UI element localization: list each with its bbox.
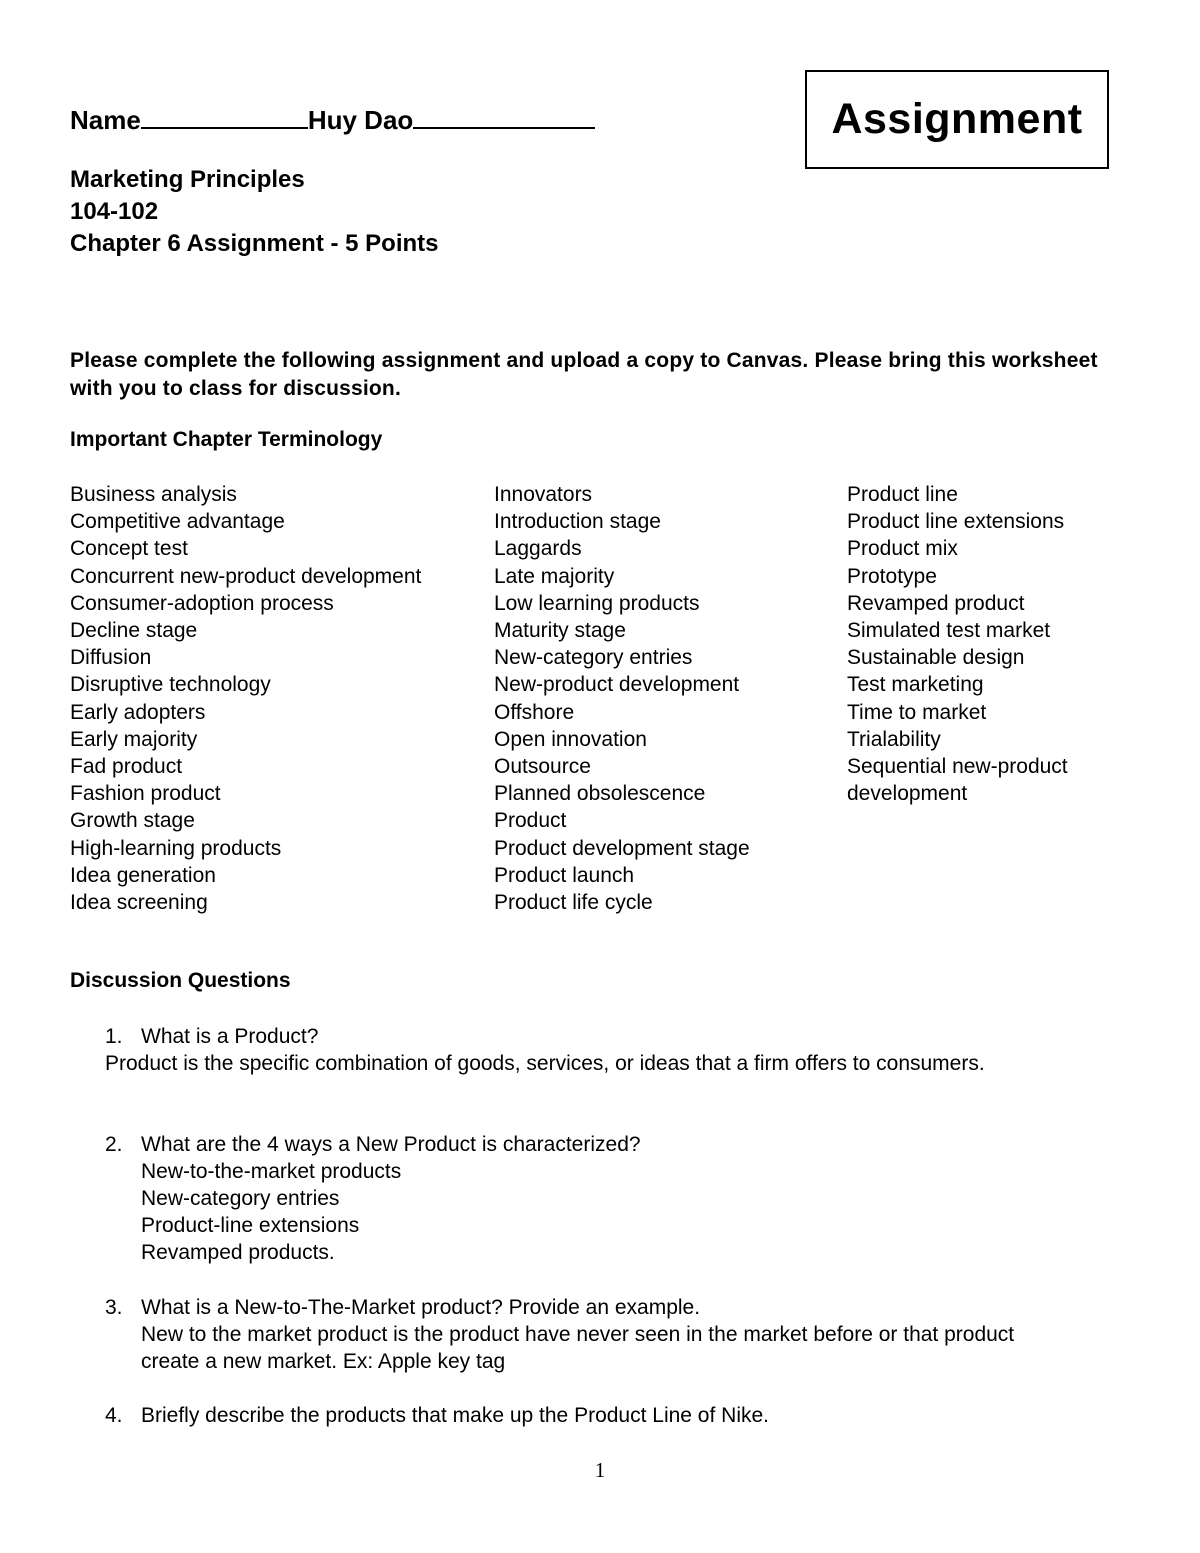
- question-number: 1.: [105, 1025, 123, 1048]
- page-number: 1: [594, 1458, 606, 1482]
- term-item: Idea screening: [70, 891, 208, 915]
- terminology-column-2: [494, 481, 750, 916]
- term-item: Competitive advantage: [70, 510, 285, 534]
- answer-text: Product is the specific combination of goods, services, or ideas that a firm offers to consumers.: [105, 1052, 985, 1075]
- term-item: Time to market: [847, 700, 987, 724]
- term-item: Laggards: [494, 537, 582, 561]
- question-text: What is a New-to-The-Market product? Provide an example.: [141, 1296, 701, 1319]
- terminology-title: Important Chapter Terminology: [70, 428, 383, 451]
- assignment-badge: [805, 70, 1109, 169]
- term-item: High-learning products: [70, 836, 282, 860]
- instructions: Please complete the following assignment and upload a copy to Canvas. Please bring this worksheet with you to class for discussion.: [70, 349, 1098, 400]
- term-item: Growth stage: [70, 809, 195, 833]
- term-item: Outsource: [494, 755, 591, 779]
- question-number: 4.: [105, 1404, 123, 1427]
- term-item: Business analysis: [70, 483, 237, 506]
- answer-text: create a new market. Ex: Apple key tag: [141, 1350, 506, 1373]
- name-underline-left: [141, 103, 308, 129]
- answer-text: Product-line extensions: [141, 1214, 360, 1237]
- question-text: What is a Product?: [141, 1025, 319, 1048]
- question-number: 3.: [105, 1296, 123, 1319]
- term-item: Product development stage: [494, 836, 750, 860]
- term-item: Offshore: [494, 700, 575, 724]
- term-item: Revamped product: [847, 591, 1025, 615]
- assignment-title: Chapter 6 Assignment - 5 Points: [70, 230, 439, 257]
- term-item: Fashion product: [70, 782, 221, 806]
- term-item: Simulated test market: [847, 619, 1051, 643]
- term-item: Consumer-adoption process: [70, 591, 334, 615]
- name-underline-right: [413, 103, 595, 129]
- terminology-column-3: [847, 481, 1068, 807]
- name-value: Huy Dao: [307, 105, 414, 135]
- term-item: Prototype: [847, 564, 937, 588]
- term-item: Early adopters: [70, 700, 206, 724]
- term-item: Product life cycle: [494, 891, 653, 915]
- term-item: Planned obsolescence: [494, 782, 706, 806]
- term-item: Innovators: [494, 483, 593, 506]
- term-item: Late majority: [494, 564, 615, 588]
- term-item: Product launch: [494, 863, 635, 887]
- term-item: New-category entries: [494, 646, 693, 670]
- term-item: Product: [494, 809, 567, 833]
- term-item: Product line extensions: [847, 510, 1065, 534]
- term-item: Sustainable design: [847, 646, 1025, 670]
- term-item: Idea generation: [70, 863, 216, 887]
- term-item: Product line: [847, 483, 958, 506]
- answer-text: Revamped products.: [141, 1241, 335, 1264]
- term-item: Test marketing: [847, 673, 984, 697]
- term-item: Concept test: [70, 537, 188, 561]
- name-line: [70, 103, 595, 136]
- term-item: Sequential new-product: [847, 755, 1068, 779]
- course-code: 104-102: [70, 198, 159, 225]
- term-item: development: [847, 782, 968, 806]
- term-item: Open innovation: [494, 727, 647, 751]
- term-item: Fad product: [70, 755, 183, 779]
- term-item: Decline stage: [70, 619, 198, 643]
- question-number: 2.: [105, 1133, 123, 1156]
- term-item: Diffusion: [70, 646, 152, 670]
- terminology-column-1: [70, 481, 421, 916]
- term-item: Disruptive technology: [70, 673, 271, 697]
- term-item: Concurrent new-product development: [70, 564, 422, 588]
- term-item: Introduction stage: [494, 510, 661, 534]
- answer-text: New to the market product is the product have never seen in the market before or that product: [141, 1323, 1015, 1346]
- term-item: New-product development: [494, 673, 740, 697]
- name-label: Name: [70, 105, 141, 135]
- answer-text: New-to-the-market products: [141, 1160, 402, 1183]
- term-item: Maturity stage: [494, 619, 626, 643]
- question-text: What are the 4 ways a New Product is characterized?: [141, 1133, 641, 1156]
- term-item: Trialability: [847, 727, 941, 751]
- discussion-title: Discussion Questions: [70, 969, 291, 992]
- term-item: Product mix: [847, 537, 958, 561]
- answer-text: New-category entries: [141, 1187, 340, 1210]
- assignment-badge-label: Assignment: [831, 95, 1083, 143]
- course-title: Marketing Principles: [70, 166, 305, 193]
- question-text: Briefly describe the products that make up the Product Line of Nike.: [141, 1404, 770, 1427]
- term-item: Early majority: [70, 727, 198, 751]
- term-item: Low learning products: [494, 591, 700, 615]
